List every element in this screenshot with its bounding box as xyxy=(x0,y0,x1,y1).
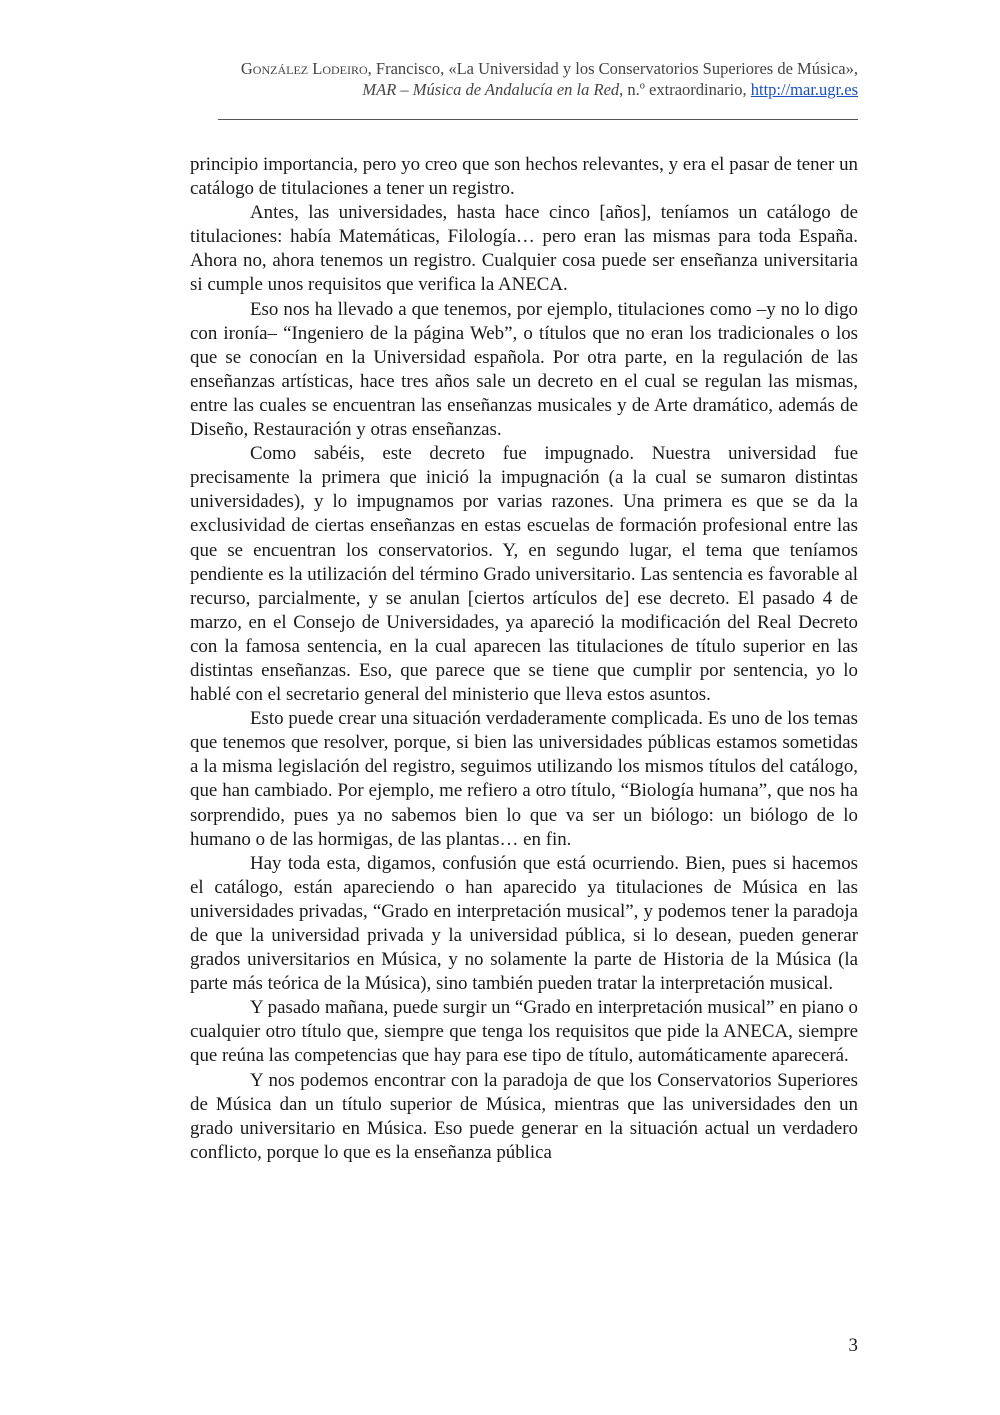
citation-line xyxy=(190,58,858,79)
paragraph: Y nos podemos encontrar con la paradoja de que los Conservatorios Superiores de Música dan un título superior de Música, mientras que las universidades den un grado universitario en Música. Eso puede generar en la situación actual un verdadero conflicto, porque lo que es la enseñanza pública xyxy=(190,1069,858,1163)
author-name: González Lodeiro xyxy=(240,59,368,78)
paragraph: Y pasado mañana, puede surgir un “Grado en interpretación musical” en piano o cualquier otro título que, siempre que tenga los requisitos que pide la ANECA, siempre que reúna las competencias que hay para ese tipo de título, automáticamente aparecerá. xyxy=(190,997,858,1067)
issue-text: , n.º extraordinario, xyxy=(619,80,751,99)
paragraph: Como sabéis, este decreto fue impugnado. Nuestra universidad fue precisamente la primera que inició la impugnación (a la cual se sumaron distintas universidades), y lo impugnamos por varias razones. Una primera es que se da la exclusividad de ciertas enseñanzas en estas escuelas de formación profesional entre las que se encuentran los conservatorios. Y, en segundo lugar, el tema que teníamos pendiente es la utilización del término Grado universitario. Las sentencia es favorable al recurso, parcialmente, y se anulan [ciertos artículos de] ese decreto. El pasado 4 de marzo, en el Consejo de Universidades, ya apareció la modificación del Real Decreto con la famosa sentencia, en la cual aparecen las titulaciones de título superior en las distintas enseñanzas. Eso, que parece que se tiene que cumplir por sentencia, yo lo hablé con el secretario general del ministerio que lleva estos asuntos. xyxy=(190,443,858,706)
page-number: 3 xyxy=(848,1335,858,1356)
body-text xyxy=(190,153,858,1165)
header-rule xyxy=(218,119,858,120)
running-header xyxy=(190,58,858,100)
paragraph: principio importancia, pero yo creo que son hechos relevantes, y era el pasar de tener un catálogo de titulaciones a tener un registro. xyxy=(190,154,858,200)
journal-line xyxy=(190,79,858,100)
journal-url-link[interactable]: http://mar.ugr.es xyxy=(750,80,858,99)
paragraph: Eso nos ha llevado a que tenemos, por ejemplo, titulaciones como –y no lo digo con ironía– “Ingeniero de la página Web”, o títulos que no eran los tradicionales o los que se conocían en la Universidad española. Por otra parte, en la regulación de las enseñanzas artísticas, hace tres años sale un decreto en el cual se regulan las mismas, entre las cuales se encuentran las enseñanzas musicales y de Arte dramático, además de Diseño, Restauración y otras enseñanzas. xyxy=(190,298,858,441)
paragraph: Antes, las universidades, hasta hace cinco [años], teníamos un catálogo de titulaciones: había Matemáticas, Filología… pero eran las mismas para toda España. Ahora no, ahora tenemos un registro. Cualquier cosa puede ser enseñanza universitaria si cumple unos requisitos que verifica la ANECA. xyxy=(190,202,858,296)
paragraph: Hay toda esta, digamos, confusión que está ocurriendo. Bien, pues si hacemos el catálogo, están apareciendo o han aparecido ya titulaciones de Música en las universidades privadas, “Grado en interpretación musical”, y podemos tener la paradoja de que la universidad privada y la universidad pública, si lo desean, pueden generar grados universitarios en Música, y no solamente la parte de Historia de la Música (la parte más teórica de la Música), sino también pueden tratar la interpretación musical. xyxy=(190,852,858,995)
paragraph: Esto puede crear una situación verdaderamente complicada. Es uno de los temas que tenemos que resolver, porque, si bien las universidades públicas estamos sometidas a la misma legislación del registro, seguimos utilizando los mismos títulos del catálogo, que han cambiado. Por ejemplo, me refiero a otro título, “Biología humana”, que nos ha sorprendido, pues ya no sabemos bien lo que va ser un biólogo: un biólogo de lo humano o de las hormigas, de las plantas… en fin. xyxy=(190,708,858,850)
journal-title: MAR – Música de Andalucía en la Red xyxy=(362,80,620,99)
citation-text: , Francisco, «La Universidad y los Conservatorios Superiores de Música», xyxy=(367,59,858,78)
